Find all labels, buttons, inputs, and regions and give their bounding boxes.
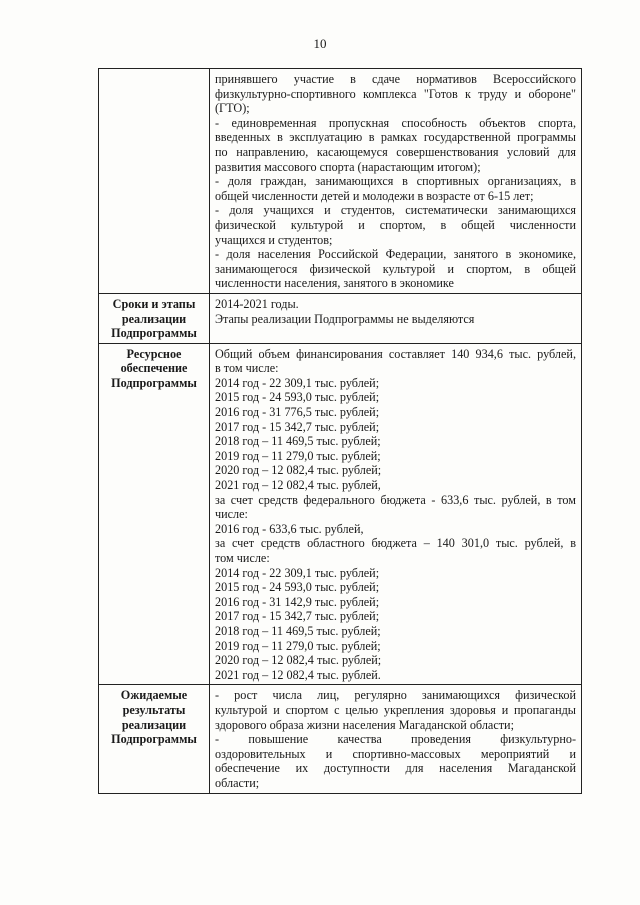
content-line: (ГТО); (215, 101, 250, 116)
row-label-line: Сроки и этапы (112, 296, 196, 311)
content-line: Этапы реализации Подпрограммы не выделяются (215, 311, 475, 326)
row-label-cell (99, 69, 210, 294)
content-line: по направлению, касающемуся совершенствования условий для (215, 144, 576, 159)
content-line: 2019 год – 11 279,0 тыс. рублей; (215, 638, 381, 653)
content-line: области; (215, 775, 260, 790)
content-line: 2021 год – 12 082,4 тыс. рублей. (215, 667, 381, 682)
page-number: 10 (313, 36, 327, 51)
content-line: 2014-2021 годы. (215, 296, 299, 311)
content-line: численности населения, занятого в экономике (215, 276, 454, 291)
table-body (99, 69, 582, 794)
content-line: - единовременная пропускная способность объектов спорта, (215, 115, 576, 130)
content-line: развития массового спорта (нарастающим итогом); (215, 159, 481, 174)
content-line: - доля населения Российской Федерации, занятого в экономике, (215, 247, 576, 262)
row-content-cell (210, 685, 582, 793)
row-label-line: реализации (121, 717, 187, 732)
content-line: - доля граждан, занимающихся в спортивных организациях, в (215, 174, 576, 189)
row-label-line: реализации (121, 311, 187, 326)
content-line: 2014 год - 22 309,1 тыс. рублей; (215, 375, 380, 390)
row-label-line: Ожидаемые (120, 688, 188, 703)
content-line: 2018 год – 11 469,5 тыс. рублей; (215, 434, 381, 449)
content-line: за счет средств областного бюджета – 140 301,0 тыс. рублей, в (215, 536, 576, 551)
content-line: 2016 год - 633,6 тыс. рублей, (215, 521, 364, 536)
content-line: обеспечение их доступности для населения Магаданской (215, 761, 576, 776)
row-label-line: Подпрограммы (111, 326, 197, 341)
content-line: занимающегося физической культурой и спортом, в общей (215, 261, 576, 276)
content-line: - рост числа лиц, регулярно занимающихся физической (215, 688, 576, 703)
content-line: введенных в эксплуатацию в рамках государственной программы (215, 130, 576, 145)
row-label-line: результаты (122, 702, 186, 717)
content-line: 2015 год - 24 593,0 тыс. рублей; (215, 390, 380, 405)
content-line: физкультурно-спортивного комплекса "Готов к труду и обороне" (215, 86, 576, 101)
table-row (99, 293, 582, 343)
content-line: числе: (215, 507, 248, 522)
content-line: в том числе: (215, 361, 279, 376)
content-line: - доля учащихся и студентов, систематически занимающихся (215, 203, 576, 218)
row-label-line: Подпрограммы (111, 732, 197, 747)
content-line: оздоровительных и спортивно-массовых мероприятий и (215, 746, 576, 761)
content-line: - повышение качества проведения физкультурно- (215, 732, 576, 747)
content-line: 2014 год - 22 309,1 тыс. рублей; (215, 565, 380, 580)
row-label-line: Подпрограммы (111, 375, 197, 390)
content-line: 2015 год - 24 593,0 тыс. рублей; (215, 580, 380, 595)
content-line: 2021 год – 12 082,4 тыс. рублей, (215, 478, 381, 493)
row-content-cell (210, 293, 582, 343)
content-line: 2017 год - 15 342,7 тыс. рублей; (215, 609, 380, 624)
row-label-cell (99, 685, 210, 793)
content-line: 2017 год - 15 342,7 тыс. рублей; (215, 419, 380, 434)
content-line: Общий объем финансирования составляет 140 934,6 тыс. рублей, (215, 346, 576, 361)
content-line: 2016 год - 31 142,9 тыс. рублей; (215, 594, 380, 609)
content-line: 2018 год – 11 469,5 тыс. рублей; (215, 623, 381, 638)
row-label-cell (99, 293, 210, 343)
table-row (99, 685, 582, 793)
content-line: 2020 год – 12 082,4 тыс. рублей; (215, 653, 382, 668)
row-label-cell (99, 343, 210, 685)
table-row (99, 343, 582, 685)
subprogram-passport-table (98, 68, 582, 794)
content-line: учащихся и студентов; (215, 232, 333, 247)
row-content-cell (210, 343, 582, 685)
content-line: общей численности детей и молодежи в возрасте от 6-15 лет; (215, 188, 534, 203)
content-line: физической культурой и спортом, в общей численности (215, 217, 576, 232)
content-line: 2020 год – 12 082,4 тыс. рублей; (215, 463, 382, 478)
content-line: том числе: (215, 551, 270, 565)
content-line: за счет средств федерального бюджета - 633,6 тыс. рублей, в том (215, 492, 576, 507)
content-line: 2019 год – 11 279,0 тыс. рублей; (215, 448, 381, 463)
content-line: 2016 год - 31 776,5 тыс. рублей; (215, 405, 380, 420)
content-line: принявшего участие в сдаче нормативов Всероссийского (215, 72, 576, 86)
row-content-cell (210, 69, 582, 294)
row-label-line: обеспечение (120, 361, 188, 376)
content-line: здорового образа жизни населения Магаданской области; (215, 717, 514, 732)
content-line: культурой и спортом с целью укрепления здоровья и пропаганды (215, 702, 576, 717)
row-label-line: Ресурсное (126, 346, 182, 361)
table-row (99, 69, 582, 294)
